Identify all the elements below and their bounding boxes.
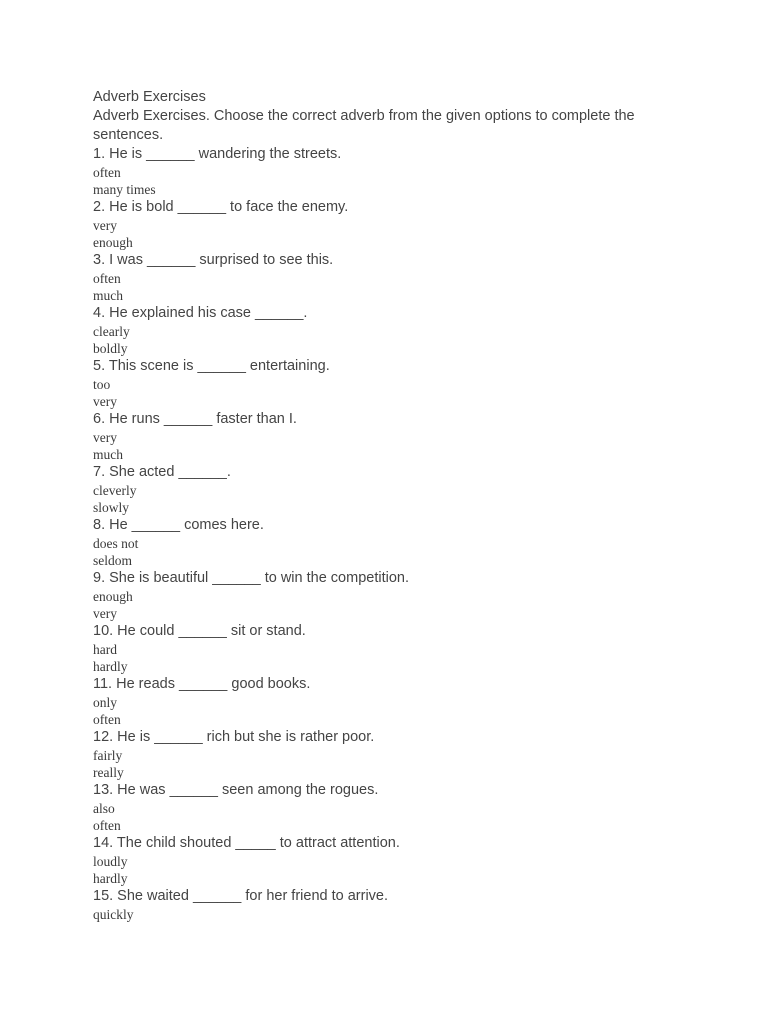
answer-option: too [93, 377, 111, 392]
question-text: 14. The child shouted _____ to attract attention. [93, 835, 400, 851]
question-text: 10. He could ______ sit or stand. [93, 623, 306, 639]
question-text: 1. He is ______ wandering the streets. [93, 146, 342, 162]
answer-option: much [93, 288, 123, 303]
option-list [93, 270, 693, 304]
answer-option: much [93, 447, 123, 462]
question-item [93, 145, 693, 198]
document-intro: Adverb Exercises. Choose the correct adverb from the given options to complete the sentences. [93, 108, 635, 143]
option-list [93, 376, 693, 410]
option-list [93, 323, 693, 357]
answer-option: loudly [93, 854, 128, 869]
answer-option: very [93, 606, 117, 621]
option-list [93, 482, 693, 516]
option-list [93, 588, 693, 622]
answer-option: enough [93, 235, 133, 250]
question-item [93, 728, 693, 781]
option-list [93, 535, 693, 569]
answer-option: quickly [93, 907, 134, 922]
option-list [93, 694, 693, 728]
question-text: 6. He runs ______ faster than I. [93, 411, 297, 427]
option-list [93, 906, 693, 923]
answer-option: clearly [93, 324, 130, 339]
question-item [93, 569, 693, 622]
answer-option: really [93, 765, 124, 780]
question-text: 12. He is ______ rich but she is rather poor. [93, 729, 375, 745]
answer-option: very [93, 430, 117, 445]
question-text: 13. He was ______ seen among the rogues. [93, 782, 379, 798]
question-item [93, 198, 693, 251]
answer-option: slowly [93, 500, 130, 515]
question-text: 8. He ______ comes here. [93, 517, 264, 533]
question-text: 15. She waited ______ for her friend to arrive. [93, 888, 389, 904]
answer-option: cleverly [93, 483, 137, 498]
question-item [93, 675, 693, 728]
option-list [93, 853, 693, 887]
question-text: 4. He explained his case ______. [93, 305, 308, 321]
answer-option: fairly [93, 748, 123, 763]
question-item [93, 410, 693, 463]
question-text: 9. She is beautiful ______ to win the competition. [93, 570, 409, 586]
answer-option: often [93, 712, 121, 727]
question-item [93, 463, 693, 516]
option-list [93, 747, 693, 781]
question-text: 5. This scene is ______ entertaining. [93, 358, 330, 374]
question-text: 2. He is bold ______ to face the enemy. [93, 199, 349, 215]
question-item [93, 887, 693, 923]
answer-option: often [93, 165, 121, 180]
document-page [93, 88, 693, 923]
question-text: 11. He reads ______ good books. [93, 676, 311, 692]
question-item [93, 251, 693, 304]
answer-option: only [93, 695, 118, 710]
option-list [93, 164, 693, 198]
answer-option: hardly [93, 659, 128, 674]
answer-option: often [93, 271, 121, 286]
option-list [93, 429, 693, 463]
question-item [93, 304, 693, 357]
answer-option: boldly [93, 341, 128, 356]
answer-option: hard [93, 642, 117, 657]
answer-option: enough [93, 589, 133, 604]
answer-option: often [93, 818, 121, 833]
document-title: Adverb Exercises [93, 89, 206, 105]
question-item [93, 622, 693, 675]
answer-option: very [93, 218, 117, 233]
answer-option: many times [93, 182, 156, 197]
question-item [93, 781, 693, 834]
option-list [93, 217, 693, 251]
question-text: 3. I was ______ surprised to see this. [93, 252, 334, 268]
question-item [93, 834, 693, 887]
answer-option: does not [93, 536, 139, 551]
question-item [93, 516, 693, 569]
answer-option: seldom [93, 553, 132, 568]
answer-option: hardly [93, 871, 128, 886]
answer-option: very [93, 394, 117, 409]
answer-option: also [93, 801, 115, 816]
question-text: 7. She acted ______. [93, 464, 231, 480]
option-list [93, 800, 693, 834]
option-list [93, 641, 693, 675]
question-item [93, 357, 693, 410]
question-list [93, 145, 693, 923]
